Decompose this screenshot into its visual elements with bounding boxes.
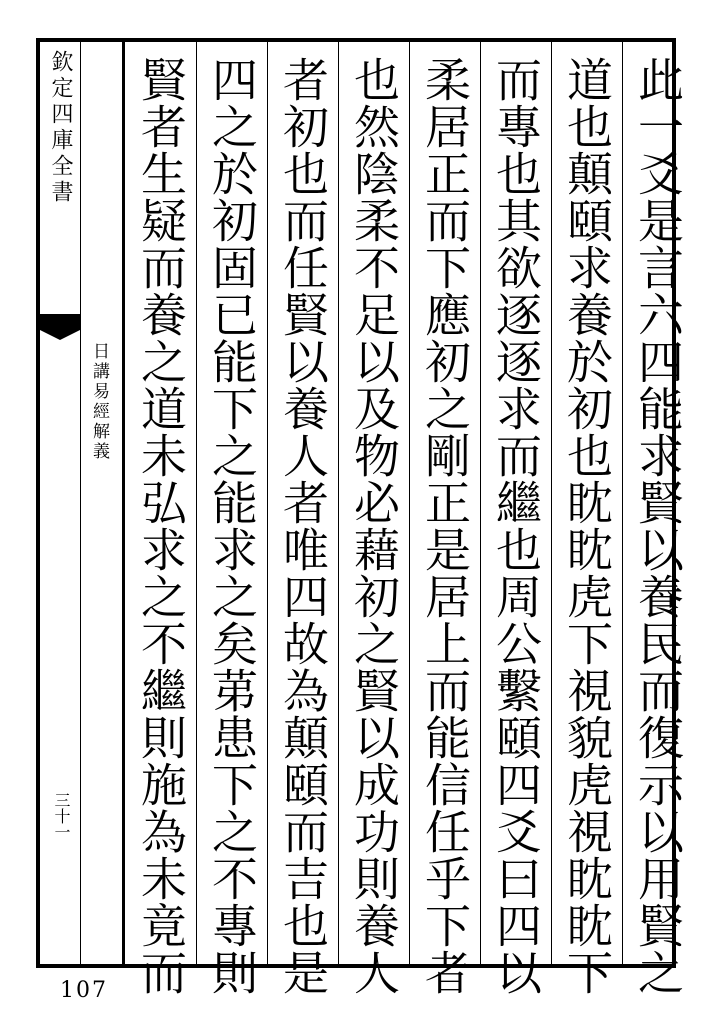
text-column: [267, 42, 338, 996]
fishtail-mark: [40, 314, 80, 330]
text-column: [622, 42, 693, 996]
text-column: [480, 42, 551, 996]
column-text: 而專也其欲逐逐求而繼也周公繫頤四爻曰四以: [489, 56, 543, 996]
text-column: [338, 42, 409, 996]
margin-page-label: 三十一: [52, 792, 71, 840]
section-title: 日講易經解義: [89, 342, 109, 462]
text-column: [409, 42, 480, 996]
column-text: 四之於初固已能下之能求之矣苐患下之不專則: [205, 56, 259, 996]
text-column: [551, 42, 622, 996]
book-title: 欽定四庫全書: [48, 50, 73, 206]
column-rule: [480, 42, 481, 964]
text-area: [122, 42, 685, 996]
margin-divider: [80, 42, 81, 964]
text-columns: [125, 42, 685, 996]
column-rule: [409, 42, 410, 964]
column-rule: [622, 42, 623, 964]
column-rule: [196, 42, 197, 964]
text-column: [125, 42, 196, 996]
column-text: 者初也而任賢以養人者唯四故為顛頤而吉也是: [276, 56, 330, 996]
column-text: 也然陰柔不足以及物必藉初之賢以成功則養人: [347, 56, 401, 996]
column-text: 道也顛頤求養於初也眈眈虎下視貌虎視眈眈下: [560, 56, 614, 996]
column-rule: [338, 42, 339, 964]
column-text: 柔居正而下應初之剛正是居上而能信任乎下者: [418, 56, 472, 996]
margin-column: [40, 42, 122, 964]
page-number: 107: [60, 978, 108, 998]
column-rule: [551, 42, 552, 964]
column-text: 此一爻是言六四能求賢以養民而復示以用賢之: [631, 56, 685, 996]
column-text: 賢者生疑而養之道未弘求之不繼則施為未竟而: [134, 56, 188, 996]
text-column: [196, 42, 267, 996]
column-rule: [267, 42, 268, 964]
